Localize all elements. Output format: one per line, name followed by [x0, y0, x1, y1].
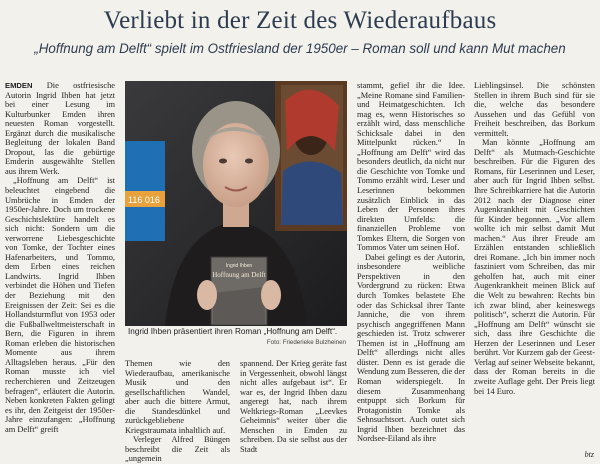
article-column-5 — [474, 81, 595, 463]
poster-number: 116 016 — [128, 195, 160, 205]
subheadline: „Hoffnung am Delft“ spielt im Ostfriesland der 1950er – Roman soll und kann Mut machen — [34, 41, 566, 56]
book-illustration — [213, 287, 265, 325]
paragraph: spannend. Der Krieg geräte fast in Vergessenheit, obwohl längst nicht alles aufgebaut ist“. Er war es, der Ingrid Ihben dazu angeregt hat, nach ihrem Weltkriegs-Roman „Leevkes Geheimnis“ weiter über die Menschen in Emden zu schreiben. Da sie selbst aus der Stadt — [240, 359, 347, 454]
paragraph: Verleger Alfred Büngen beschreibt die Zeit als „ungemein — [125, 435, 230, 464]
article-photo — [125, 81, 347, 326]
woman-right-hand — [261, 280, 281, 310]
paragraph: Themen wie den Wiederaufbau, amerikanische Musik und den gesellschaftlichen Wandel, aber auch die bittere Armut, die Standesdünkel und zurückgebliebene Kriegstraumata inhaltlich auf. — [125, 359, 230, 435]
dateline: EMDEN — [5, 81, 33, 90]
paragraph: stammt, gefiel ihr die Idee. „Meine Romane sind Familien- und Heimatgeschichten. Ich mag es, wenn Historisches so erzählt wird, dass menschliche Schicksale dabei in den Mittelpunkt rücken.“ In „Hoffnung am Delft“ wird das besonders deutlich, da nicht nur die Geschichte von Tomke und Tommo erzählt wird. Leser und Leserinnen bekommen zusätzlich Einblick in das Leben der Personen ihres direkten Umfelds: die finanziellen Probleme von Tomkes Eltern, die Sorgen von Tommos Vater um seinen Hof. — [357, 81, 465, 253]
book-author: Ingrid Ihben — [225, 263, 253, 269]
article-column-2 — [125, 359, 230, 464]
paragraph: „Hoffnung am Delft“ ist beleuchtet eingebend die Umbrüche in Emden der 1950er-Jahre. Doch um trockene Geschichtslektüre handelt es sich nicht: Sondern um die verworrene Liebesgeschichte von Tomke, der Tochter eines Hafenarbeiters, und Tommo, dem Erben eines reichen Landwirts. Ingrid Ihben verbindet die Höhen und Tiefen der Beziehung mit den Ereignissen der Zeit: Sei es die Hollandsturmflut von 1953 oder die Fußballweltmeisterschaft in Bern, die Figuren in ihrem Roman erleben die historischen Momente aus ihrem Alltagsleben heraus. „Für den Roman musste ich viel recherchieren und Zeitzeugen befragen“, erläutert die Autorin. Neben konkreten Fakten gelingt es ihr, den Zeitgeist der 1950er-Jahre einzufangen: „Hoffnung am Delft“ greift — [5, 176, 115, 434]
article-column-4 — [357, 81, 465, 463]
article-column-1 — [5, 81, 115, 463]
book-title: Hoffnung am Delft — [212, 271, 266, 279]
paragraph: EMDEN Die ostfriesische Autorin Ingrid Ihben hat jetzt bei einer Lesung im Kulturbunker Emden ihren neuesten Roman vorgestellt. Ergänzt durch die musikalische Begleitung der lokalen Band Dropout, las die gebürtige Emderin ausgewählte Stellen aus ihrem Werk. — [5, 81, 115, 176]
headline: Verliebt in der Zeit des Wiederaufbaus — [103, 7, 497, 34]
paragraph: Dabei gelingt es der Autorin, insbesondere weibliche Perspektiven in den Vordergrund zu rücken: Etwa durch Tomkes belastete Ehe oder das Schicksal ihrer Tante Janniche, die von ihrem psychisch angegriffenen Mann geschieden ist. Trotz schwerer Themen ist in „Hoffnung am Delft“ allerdings nicht alles düster. Denn es ist gerade die Wendung zum Besseren, die der Roman widerspiegelt. In diesem Zusammenhang entpuppt sich Borkum für Protagonistin Tomke als Sehnsuchtsort. Auch outet sich Ingrid Ihben bezeichnet das Nordsee-Eiland als ihre — [357, 252, 465, 444]
author-initials: btz — [584, 450, 594, 459]
photo-illustration — [125, 81, 347, 326]
woman-left-hand — [197, 280, 217, 310]
paragraph: Man könnte „Hoffnung am Delft“ als Mutmach-Geschichte beschreiben. Für die Figuren des Romans, für Leserinnen und Leser, aber auch für Ingrid Ihben selbst. Ihre Schreibkarriere hat die Autorin 2012 nach der Diagnose einer Augenkrankheit mit Geschichten für Kinder begonnen. „Vor allem wollte ich mir selbst damit Mut machen.“ Aus ihrer Freude am Erzählen entstanden schließlich drei Romane. „Ich bin immer noch fasziniert vom Schreiben, das mir geholfen hat, auch mit einer Augenkrankheit meinen Blick auf die Welt zu bewahren: Rechts bin ich zwar blind, aber keineswegs politisch“, scherzt die Autorin. Für „Hoffnung am Delft“ wünscht sie sich, dass ihre Geschichte die Herzen der Leserinnen und Leser berührt. Vor Kurzem gab der Geest-Verlag auf seiner Webseite bekannt, dass der Roman bereits in die zweite Auflage geht. Der Preis liegt bei 14 Euro. — [474, 138, 595, 396]
woman-left-eye — [219, 159, 227, 164]
paragraph: Lieblingsinsel. Die schönsten Stellen in ihrem Buch sind für sie die, welche das besondere Aussehen und das Gefühl von Freiheit beschreiben, das Borkum vermittelt. — [474, 81, 595, 138]
article-column-3 — [240, 359, 347, 454]
painting-figure-body — [281, 161, 343, 225]
photo-credit: Foto: Friederieke Bulzheinen — [266, 339, 346, 346]
photo-caption: Ingrid Ihben präsentiert ihren Roman „Hoffnung am Delft“. — [128, 327, 338, 336]
woman-right-eye — [245, 159, 253, 164]
